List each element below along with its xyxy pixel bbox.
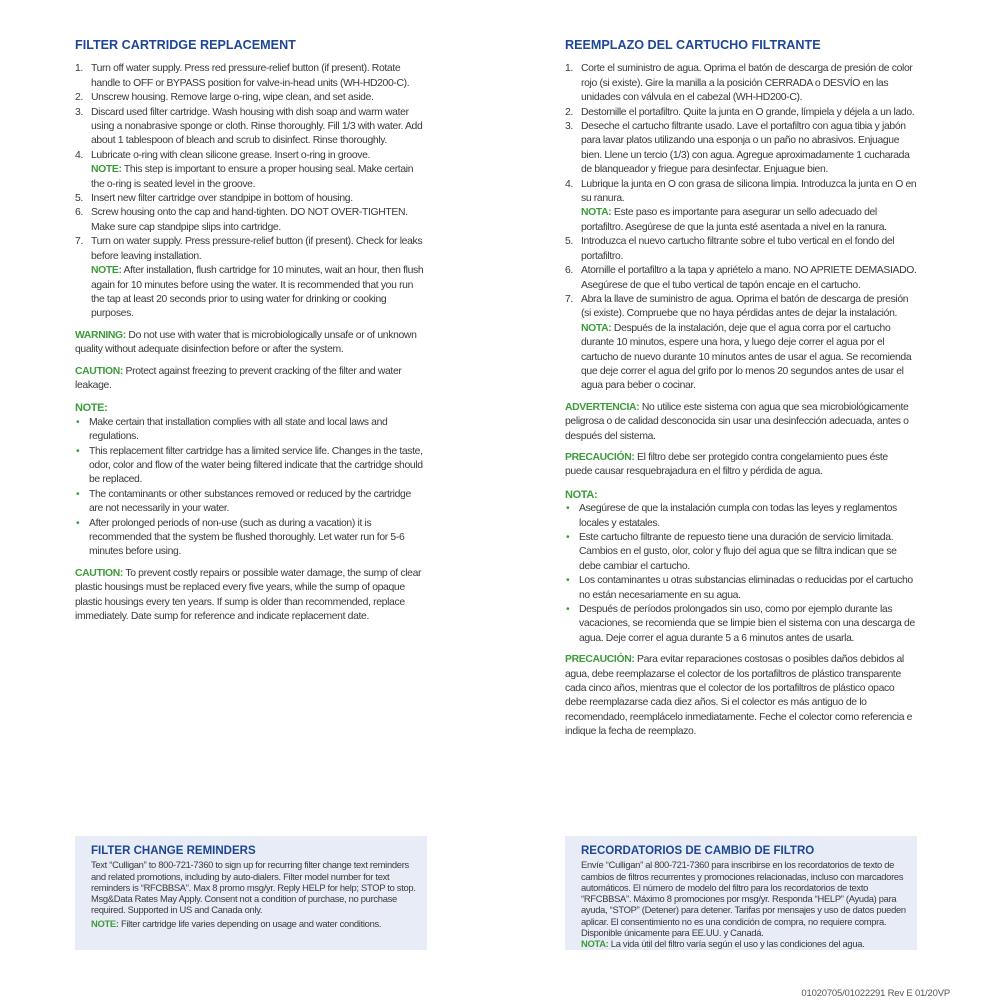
note-heading: NOTE: (75, 402, 108, 415)
step-text: Abra la llave de suministro de agua. Oprima el batón de descarga de presión (si existe). Compruebe que no haya pérdidas antes de dejar la instalación. (581, 293, 909, 320)
english-column (75, 38, 427, 624)
step-number: 5. (75, 193, 83, 205)
step-text: Discard used filter cartridge. Wash housing with dish soap and warm water using a nonabrasive sponge or cloth. Rinse thoroughly. Fill 1/3 with water. Add about 1 tablespoon of bleach and scrub to disinfect. Rinse thoroughly. (91, 106, 423, 147)
spanish-column (565, 38, 917, 740)
step-number: 7. (565, 293, 573, 305)
box-title: RECORDATORIOS DE CAMBIO DE FILTRO (581, 845, 815, 857)
caution-text: Para evitar reparaciones costosas o posibles daños debidos al agua, debe reemplazarse el colector de los portafiltros de plástico transparente cada cinco años, mientras que el colector de los portafiltros de plástico opaco debe reemplazarse cada diez años. Si el colector es más antiguo de lo recomendado, reemplácelo inmediatamente. Feche el colector como referencia e indique la fecha de reemplazo. (565, 654, 913, 738)
step-number: 1. (75, 63, 83, 75)
step-text: Screw housing onto the cap and hand-tighten. DO NOT OVER-TIGHTEN. Make sure cap standpipe slips into cartridge. (91, 207, 408, 233)
warning-label: WARNING: (75, 329, 126, 341)
bullet-item (565, 502, 917, 531)
note-label: NOTE: (91, 164, 122, 176)
note-bullet-list (75, 416, 427, 560)
caution-label: CAUTION: (75, 567, 123, 579)
note-label: NOTE: (91, 265, 122, 277)
step-text: Lubricate o-ring with clean silicone grease. Insert o-ring in groove. (91, 149, 371, 161)
bullet-icon: • (76, 416, 80, 428)
note-label: NOTA: (581, 938, 609, 950)
step-text: Turn on water supply. Press pressure-relief button (if present). Check for leaks before leaving installation. (91, 236, 423, 262)
step-text: Insert new filter cartridge over standpipe in bottom of housing. (91, 193, 353, 205)
section-title: FILTER CARTRIDGE REPLACEMENT (75, 38, 296, 52)
step-note (91, 163, 427, 192)
step-number: 2. (565, 106, 573, 118)
caution-paragraph (565, 653, 917, 739)
bullet-icon: • (76, 517, 80, 529)
step-item (565, 264, 917, 293)
step-number: 6. (75, 207, 83, 219)
caution-label: PRECAUCIÓN: (565, 654, 635, 666)
step-item (75, 91, 427, 105)
warning-paragraph (75, 329, 427, 358)
step-item (565, 62, 917, 105)
section-title: REEMPLAZO DEL CARTUCHO FILTRANTE (565, 38, 821, 52)
bullet-text: Este cartucho filtrante de repuesto tiene una duración de servicio limitada. Cambios en el gusto, olor, color y flujo del agua que se filtra indican que se debe cambiar el cartucho. (579, 532, 897, 572)
bullet-icon: • (566, 532, 570, 543)
bullet-icon: • (76, 445, 80, 457)
step-item (75, 149, 427, 192)
warning-paragraph (565, 401, 917, 444)
step-text: Atornille el portafiltro a la tapa y apriételo a mano. NO APRIETE DEMASIADO. Asegúrese de que el tubo vertical de tapón encaje en el cartucho. (581, 265, 917, 291)
bullet-icon: • (566, 503, 570, 515)
caution-paragraph (565, 451, 917, 480)
bullet-text: Make certain that installation complies with all state and local laws and regulations. (89, 416, 388, 443)
step-list (565, 62, 917, 393)
note-text: Después de la instalación, deje que el agua corra por el cartucho durante 10 minutos, espere una hora, y luego deje correr el agua por el cartucho de nuevo durante 10 minutos antes de usar el agua. Se recomienda que deje correr el agua del grifo por lo menos 20 segundos antes de usar el agua para beber o cocinar. (581, 322, 912, 392)
note-text: Este paso es importante para asegurar un sello adecuado del portafiltro. Asegúrese de que la junta esté asentada a nivel en la ranura. (581, 207, 887, 233)
bullet-icon: • (76, 488, 80, 500)
caution-label: CAUTION: (75, 365, 123, 377)
bullet-text: Después de períodos prolongados sin uso, como por ejemplo durante las vacaciones, se recomienda que se limpie bien el sistema con una descarga de agua. Deje correr el agua durante 5 a 6 minutos antes de usarla. (579, 604, 915, 644)
step-text: Turn off water supply. Press red pressure-relief button (if present). Rotate handle to OFF or BYPASS position for valve-in-head units (WH-HD200-C). (91, 63, 410, 89)
step-text: Destornille el portafiltro. Quite la junta en O grande, límpiela y déjela a un lado. (581, 106, 915, 118)
step-item (565, 106, 917, 120)
caution-paragraph (75, 567, 427, 625)
step-item (75, 106, 427, 149)
step-number: 7. (75, 236, 83, 248)
box-title: FILTER CHANGE REMINDERS (91, 845, 256, 857)
step-item (75, 235, 427, 321)
step-item (75, 206, 427, 235)
step-item (565, 293, 917, 394)
warning-label: ADVERTENCIA: (565, 401, 640, 413)
step-note (91, 264, 427, 322)
bullet-item (75, 445, 427, 488)
step-item (75, 62, 427, 91)
bullet-item (75, 416, 427, 445)
bullet-icon: • (566, 604, 570, 616)
step-note (581, 322, 917, 394)
step-number: 4. (75, 149, 83, 161)
step-number: 4. (565, 178, 573, 190)
filter-change-reminders-box (75, 836, 427, 950)
note-text: Filter cartridge life varies depending on usage and water conditions. (118, 917, 382, 929)
bullet-text: Asegúrese de que la instalación cumpla con todas las leyes y reglamentos locales y estatales. (579, 503, 897, 529)
step-number: 2. (75, 92, 83, 104)
note-label: NOTA: (581, 207, 612, 219)
step-item (565, 178, 917, 236)
step-list (75, 62, 427, 321)
step-item (565, 120, 917, 178)
step-note (581, 206, 917, 235)
bullet-item (565, 574, 917, 603)
caution-label: PRECAUCIÓN: (565, 451, 635, 463)
step-item (75, 192, 427, 206)
bullet-text: Los contaminantes u otras substancias eliminadas o reducidas por el cartucho no están necesariamente en su agua. (579, 575, 913, 601)
step-text: Introduzca el nuevo cartucho filtrante sobre el tubo vertical en el fondo del portafiltro. (581, 236, 895, 262)
box-text: Text “Culligan” to 800-721-7360 to sign up for recurring filter change text reminders and related promotions, including by auto-dialers. Filter model number for text reminders is “RFCBBSA”. Max 8 promo msg/yr. Reply HELP for help; STOP to stop. Msg&Data Rates May Apply. Consent not a condition of purchase, no purchase required. Supported in US and Canada only. (91, 859, 416, 916)
warning-text: No utilice este sistema con agua que sea microbiológicamente peligrosa o de calidad desconocida sin usar una desinfección adecuada, antes o después del sistema. (565, 401, 909, 442)
step-number: 6. (565, 265, 573, 277)
note-bullet-list (565, 502, 917, 646)
step-text: Lubrique la junta en O con grasa de silicona limpia. Introduzca la junta en O en su ranura. (581, 178, 917, 205)
step-text: Corte el suministro de agua. Oprima el batón de descarga de presión de color rojo (si existe). Gire la manilla a la posición CERRADA o DESVÍO en las unidades con válvula en el cabezal (WH-HD200-C). (581, 63, 913, 104)
step-number: 3. (75, 106, 83, 118)
caution-text: Protect against freezing to prevent cracking of the filter and water leakage. (75, 365, 402, 391)
bullet-item (565, 531, 917, 574)
note-label: NOTE: (91, 917, 119, 929)
step-number: 1. (565, 63, 573, 75)
note-text: This step is important to ensure a proper housing seal. Make certain the o-ring is seated level in the groove. (91, 164, 414, 190)
bullet-item (75, 488, 427, 517)
bullet-text: The contaminants or other substances removed or reduced by the cartridge are not necessarily in your water. (89, 488, 411, 515)
step-number: 3. (565, 121, 573, 133)
step-number: 5. (565, 236, 573, 248)
part-number: 01020705/01022291 Rev E 01/20VP (801, 988, 950, 999)
note-text: After installation, flush cartridge for 10 minutes, wait an hour, then flush again for 10 minutes before using the water. It is recommended that you run the tap at least 20 seconds prior to using water for drinking or cooking purposes. (91, 265, 424, 320)
filter-change-reminders-box-es (565, 836, 917, 950)
bullet-item (75, 517, 427, 560)
step-item (565, 235, 917, 264)
box-note (91, 918, 417, 929)
warning-text: Do not use with water that is microbiologically unsafe or of unknown quality without adequate disinfection before or after the system. (75, 329, 417, 356)
bullet-item (565, 603, 917, 646)
step-text: Unscrew housing. Remove large o-ring, wipe clean, and set aside. (91, 92, 374, 104)
bullet-text: After prolonged periods of non-use (such as during a vacation) it is recommended that the system be flushed thoroughly. Let water run for 5-6 minutes before using. (89, 517, 405, 558)
caution-paragraph (75, 365, 427, 394)
note-label: NOTA: (581, 322, 612, 334)
note-heading: NOTA: (565, 488, 598, 501)
bullet-text: This replacement filter cartridge has a limited service life. Changes in the taste, odor, color and flow of the water being filtered indicate that the cartridge should be replaced. (89, 445, 423, 486)
note-text: La vida útil del filtro varía según el uso y las condiciones del agua. (608, 938, 865, 950)
box-note (581, 938, 907, 949)
caution-text: To prevent costly repairs or possible water damage, the sump of clear plastic housings must be replaced every five years, while the sump of opaque plastic housings every ten years. If sump is older than recommended, replace immediately. Date sump for reference and indicate replacement date. (75, 567, 422, 623)
bullet-icon: • (566, 575, 570, 587)
box-text: Envíe “Culligan” al 800-721-7360 para inscribirse en los recordatorios de texto de cambios de filtros recurrentes y promociones relacionadas, incluso con marcadores automáticos. El número de modelo del filtro para los recordatorios de texto “RFCBBSA”. Máximo 8 promociones por msg/yr. Responda “HELP” (Ayuda) para ayuda, “STOP” (Detener) para detener. Tarifas por mensajes y uso de datos pueden aplicar. El consentimiento no es una condición de compra, no requiere compra. Disponible únicamente para EE.UU. y Canadá. (581, 859, 906, 939)
caution-text: El filtro debe ser protegido contra congelamiento pues éste puede causar resquebrajadura en el filtro y pérdida de agua. (565, 451, 888, 478)
step-text: Deseche el cartucho filtrante usado. Lave el portafiltro con agua tibia y jabón para lavar platos utilizando una esponja o un paño no abrasivos. Enjuague bien. Llene un tercio (1/3) con agua. Agregue aproximadamente 1 cucharada de blanqueador y friegue para desinfectar. Enjuague bien. (581, 121, 910, 176)
